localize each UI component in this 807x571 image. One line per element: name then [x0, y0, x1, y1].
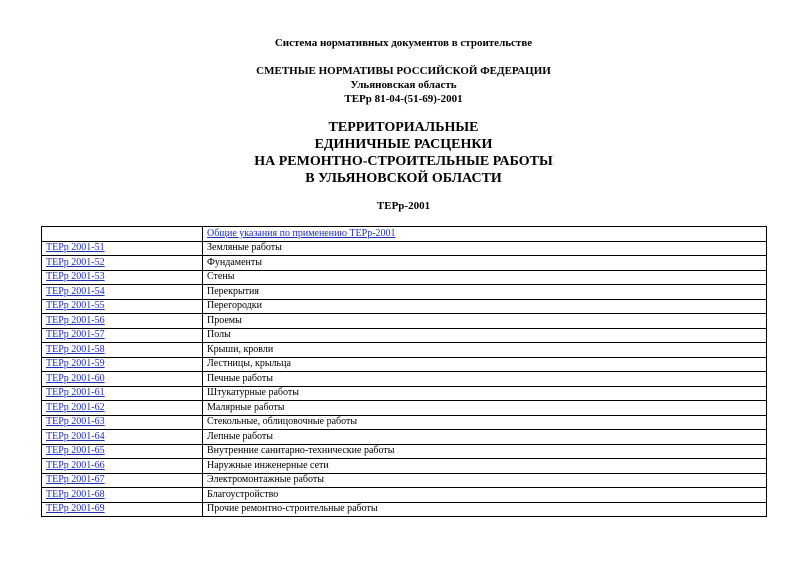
section-name: Перегородки [203, 299, 767, 314]
table-cell [42, 488, 203, 503]
table-cell [42, 270, 203, 285]
section-name: Проемы [203, 314, 767, 329]
section-name: Стены [203, 270, 767, 285]
table-cell [42, 415, 203, 430]
section-name: Наружные инженерные сети [203, 459, 767, 474]
short-code: ТЕРр-2001 [376, 200, 431, 212]
section-code-link[interactable]: ТЕРр 2001-58 [46, 343, 105, 355]
table-row [42, 415, 767, 430]
section-code-link[interactable]: ТЕРр 2001-61 [46, 387, 105, 399]
table-cell [42, 372, 203, 387]
title-line: ЕДИНИЧНЫЕ РАСЦЕНКИ [314, 137, 493, 152]
section-code-link[interactable]: ТЕРр 2001-69 [46, 503, 105, 515]
section-code-link[interactable]: ТЕРр 2001-56 [46, 314, 105, 326]
table-row [42, 473, 767, 488]
section-name: Фундаменты [203, 256, 767, 271]
general-instructions-link[interactable]: Общие указания по применению ТЕРр-2001 [207, 227, 396, 239]
norms-heading: СМЕТНЫЕ НОРМАТИВЫ РОССИЙСКОЙ ФЕДЕРАЦИИ [256, 65, 551, 77]
table-cell [42, 386, 203, 401]
region-heading: Ульяновская область [350, 79, 457, 91]
sections-table [41, 226, 767, 517]
section-name: Внутренние санитарно-технические работы [203, 444, 767, 459]
section-code-link[interactable]: ТЕРр 2001-65 [46, 445, 105, 457]
table-cell [42, 285, 203, 300]
table-row [42, 488, 767, 503]
section-code-link[interactable]: ТЕРр 2001-60 [46, 372, 105, 384]
table-cell [203, 227, 767, 242]
table-cell [42, 299, 203, 314]
section-name: Лепные работы [203, 430, 767, 445]
system-heading: Система нормативных документов в строительстве [274, 37, 533, 49]
document-title [0, 119, 807, 187]
section-name: Электромонтажные работы [203, 473, 767, 488]
table-row [42, 372, 767, 387]
section-code-link[interactable]: ТЕРр 2001-66 [46, 459, 105, 471]
table-row [42, 343, 767, 358]
table-row [42, 241, 767, 256]
section-code-link[interactable]: ТЕРр 2001-52 [46, 256, 105, 268]
table-cell [42, 444, 203, 459]
table-cell [42, 430, 203, 445]
document-code: ТЕРр 81-04-(51-69)-2001 [344, 93, 463, 105]
section-code-link[interactable]: ТЕРр 2001-51 [46, 242, 105, 254]
section-code-link[interactable]: ТЕРр 2001-62 [46, 401, 105, 413]
section-code-link[interactable]: ТЕРр 2001-53 [46, 271, 105, 283]
section-code-link[interactable]: ТЕРр 2001-68 [46, 488, 105, 500]
table-cell [42, 401, 203, 416]
table-row [42, 430, 767, 445]
table-cell [42, 343, 203, 358]
section-code-link[interactable]: ТЕРр 2001-55 [46, 300, 105, 312]
table-row [42, 227, 767, 242]
section-code-link[interactable]: ТЕРр 2001-64 [46, 430, 105, 442]
section-code-link[interactable]: ТЕРр 2001-54 [46, 285, 105, 297]
section-name: Полы [203, 328, 767, 343]
table-cell [42, 328, 203, 343]
section-name: Лестницы, крыльца [203, 357, 767, 372]
section-name: Крыши, кровли [203, 343, 767, 358]
section-name: Штукатурные работы [203, 386, 767, 401]
table-row [42, 285, 767, 300]
table-cell [42, 241, 203, 256]
section-name: Перекрытия [203, 285, 767, 300]
table-cell [42, 502, 203, 517]
table-row [42, 444, 767, 459]
table-row [42, 299, 767, 314]
section-code-link[interactable]: ТЕРр 2001-59 [46, 358, 105, 370]
table-row [42, 459, 767, 474]
table-cell [42, 227, 203, 242]
table-row [42, 401, 767, 416]
section-name: Печные работы [203, 372, 767, 387]
section-name: Земляные работы [203, 241, 767, 256]
table-cell [42, 314, 203, 329]
table-row [42, 502, 767, 517]
table-cell [42, 357, 203, 372]
section-code-link[interactable]: ТЕРр 2001-67 [46, 474, 105, 486]
title-line: НА РЕМОНТНО-СТРОИТЕЛЬНЫЕ РАБОТЫ [254, 154, 553, 169]
table-cell [42, 473, 203, 488]
table-row [42, 357, 767, 372]
title-line: В УЛЬЯНОВСКОЙ ОБЛАСТИ [305, 171, 502, 186]
table-row [42, 328, 767, 343]
table-cell [42, 256, 203, 271]
table-row [42, 386, 767, 401]
table-row [42, 270, 767, 285]
section-name: Прочие ремонтно-строительные работы [203, 502, 767, 517]
table-row [42, 314, 767, 329]
section-name: Благоустройство [203, 488, 767, 503]
table-row [42, 256, 767, 271]
section-name: Малярные работы [203, 401, 767, 416]
title-line: ТЕРРИТОРИАЛЬНЫЕ [328, 120, 479, 135]
table-cell [42, 459, 203, 474]
section-code-link[interactable]: ТЕРр 2001-63 [46, 416, 105, 428]
section-code-link[interactable]: ТЕРр 2001-57 [46, 329, 105, 341]
section-name: Стекольные, облицовочные работы [203, 415, 767, 430]
